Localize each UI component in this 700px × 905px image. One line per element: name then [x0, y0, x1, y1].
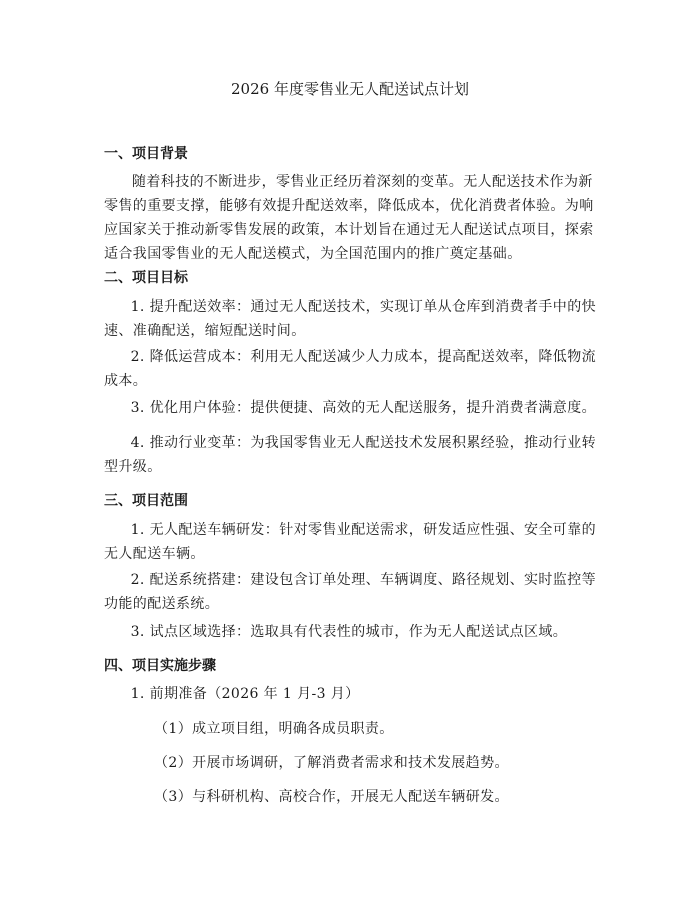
scope-item-1: 1. 无人配送车辆研发：针对零售业配送需求，研发适应性强、安全可靠的无人配送车辆。 [104, 522, 596, 562]
scope-item-2: 2. 配送系统搭建：建设包含订单处理、车辆调度、路径规划、实时监控等功能的配送系统。 [104, 572, 596, 612]
background-paragraph: 随着科技的不断进步，零售业正经历着深刻的变革。无人配送技术作为新零售的重要支撑，能够有效提升配送效率，降低成本，优化消费者体验。为响应国家关于推动新零售发展的政策，本计划旨在通过无人配送试点项目，探索适合我国零售业的无人配送模式，为全国范围内的推广奠定基础。 [104, 174, 594, 262]
step-sub-item-1: （1）成立项目组，明确各成员职责。 [154, 721, 394, 737]
section-heading-goals: 二、项目目标 [104, 270, 188, 286]
goal-item-1: 1. 提升配送效率：通过无人配送技术，实现订单从仓库到消费者手中的快速、准确配送，缩短配送时间。 [104, 299, 596, 339]
step-item-1: 1. 前期准备（2026 年 1 月-3 月） [130, 686, 360, 702]
scope-item-3: 3. 试点区域选择：选取具有代表性的城市，作为无人配送试点区域。 [130, 624, 568, 640]
step-sub-item-3: （3）与科研机构、高校合作，开展无人配送车辆研发。 [154, 789, 509, 805]
document-title: 2026 年度零售业无人配送试点计划 [231, 80, 469, 98]
goal-item-3: 3. 优化用户体验：提供便捷、高效的无人配送服务，提升消费者满意度。 [130, 400, 596, 416]
section-heading-background: 一、项目背景 [104, 146, 188, 162]
section-heading-scope: 三、项目范围 [104, 493, 188, 509]
goal-item-4: 4. 推动行业变革：为我国零售业无人配送技术发展积累经验，推动行业转型升级。 [104, 435, 596, 475]
step-sub-item-2: （2）开展市场调研，了解消费者需求和技术发展趋势。 [154, 755, 509, 771]
section-heading-steps: 四、项目实施步骤 [104, 658, 216, 674]
goal-item-2: 2. 降低运营成本：利用无人配送减少人力成本，提高配送效率，降低物流成本。 [104, 349, 596, 389]
